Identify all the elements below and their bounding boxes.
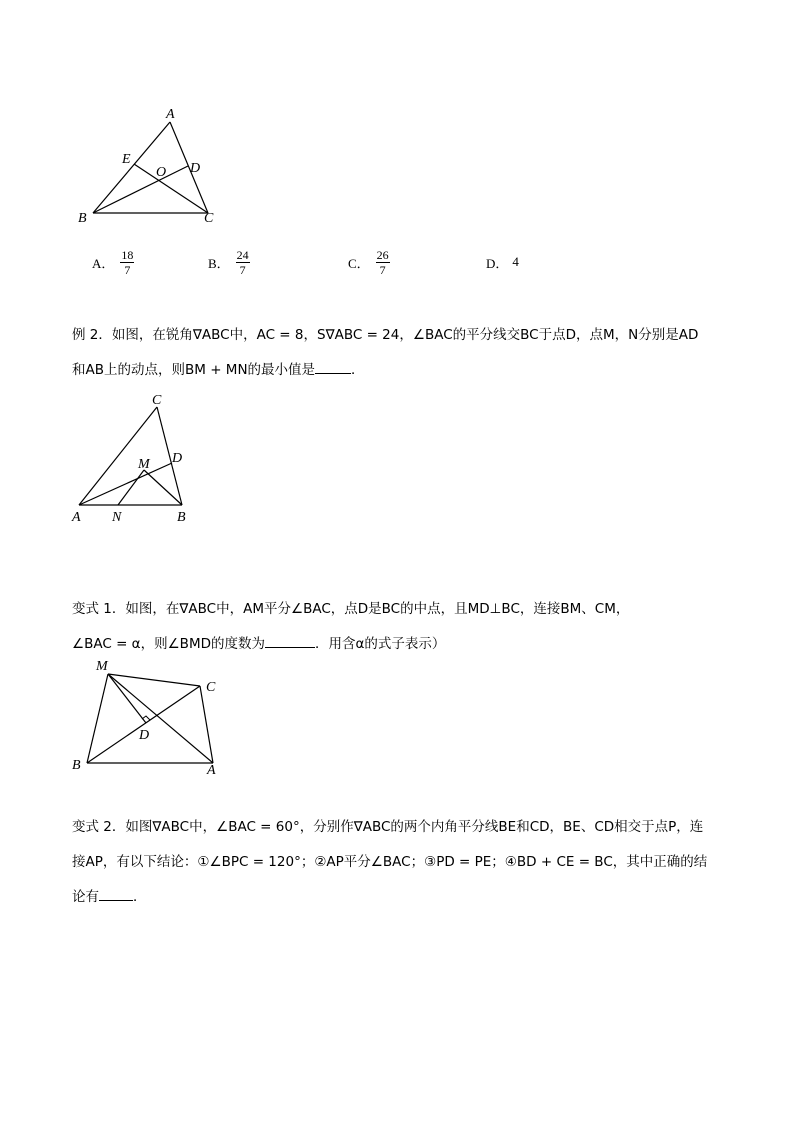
option-b-letter: B．	[208, 255, 230, 271]
label-D: D	[172, 451, 183, 466]
label-M: M	[138, 457, 150, 472]
figure-quadrilateral	[66, 656, 236, 781]
variant-2-line-3: 论有 ．	[72, 880, 732, 915]
answer-blank[interactable]	[99, 886, 133, 901]
answer-blank[interactable]	[265, 633, 315, 648]
variant-1-line-1: 变式 1．如图，在∇ABC中，AM平分∠BAC，点D是BC的中点，且MD⊥BC，连接BM、CM，	[72, 601, 630, 617]
figure-triangle-abc-1	[70, 100, 230, 230]
example-2-text	[72, 318, 732, 388]
label-C: C	[152, 393, 162, 408]
variant-2-text	[72, 810, 732, 915]
label-B: B	[78, 211, 87, 226]
label-M: M	[96, 659, 108, 674]
example-2-line-1: 例 2．如图，在锐角∇ABC中，AC = 8，S∇ABC = 24，∠BAC的平分线交BC于点D，点M，N分别是AD	[72, 327, 699, 343]
option-d-value: 4	[512, 254, 519, 269]
variant-2-line-1: 变式 2．如图∇ABC中，∠BAC = 60°，分别作∇ABC的两个内角平分线BE和CD，BE、CD相交于点P，连	[72, 819, 704, 835]
option-c-letter: C．	[348, 255, 370, 271]
label-A: A	[166, 107, 175, 122]
label-B: B	[72, 758, 81, 773]
figure-triangle-abc-2	[64, 390, 204, 530]
label-D: D	[139, 728, 150, 743]
label-C: C	[206, 680, 216, 695]
option-d-letter: D．	[486, 255, 509, 271]
option-b[interactable]	[208, 244, 250, 280]
option-c-fraction: $\frac{26}{7}$	[376, 247, 389, 277]
variant-1-line-2: ∠BAC = α，则∠BMD的度数为 ．用含α的式子表示）	[72, 627, 732, 662]
option-a-letter: A．	[92, 255, 115, 271]
variant-2-line-2: 接AP，有以下结论：①∠BPC = 120°；②AP平分∠BAC；③PD = PE；④BD + CE = BC，其中正确的结	[72, 854, 708, 870]
label-O: O	[156, 165, 167, 180]
option-c[interactable]	[348, 244, 390, 280]
label-A: A	[72, 510, 81, 525]
label-B: B	[177, 510, 186, 525]
label-C: C	[204, 211, 214, 226]
option-a-fraction: $\frac{18}{7}$	[121, 247, 134, 277]
variant-1-text	[72, 592, 732, 662]
label-D: D	[190, 161, 201, 176]
label-E: E	[122, 152, 131, 167]
option-b-fraction: $\frac{24}{7}$	[236, 247, 249, 277]
answer-blank[interactable]	[315, 359, 351, 374]
label-N: N	[112, 510, 122, 525]
option-d[interactable]	[486, 244, 519, 280]
label-A: A	[207, 763, 216, 778]
option-a[interactable]	[92, 244, 134, 280]
example-2-line-2: 和AB上的动点，则BM + MN的最小值是 ．	[72, 353, 732, 388]
